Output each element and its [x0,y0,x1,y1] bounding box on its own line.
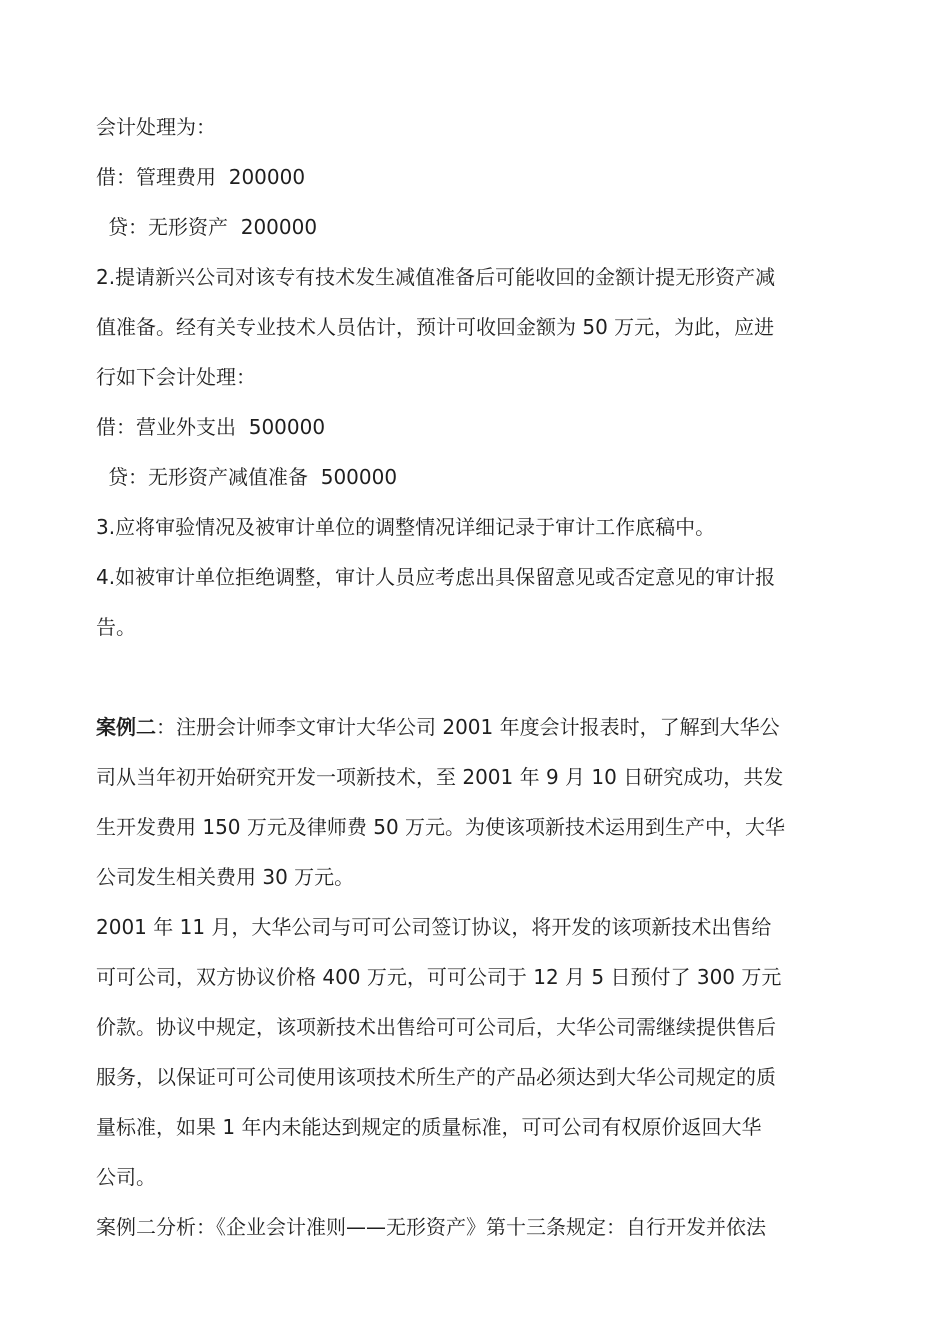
text-line: 2.提请新兴公司对该专有技术发生减值准备后可能收回的金额计提无形资产减 [96,265,776,289]
text-line: 可可公司，双方协议价格 400 万元，可可公司于 12 月 5 日预付了 300 万元 [96,965,782,989]
text-line: 价款。协议中规定，该项新技术出售给可可公司后，大华公司需继续提供售后 [96,1015,776,1039]
journal-debit-line: 借：管理费用 200000 [96,165,306,189]
text-line: 量标准，如果 1 年内未能达到规定的质量标准，可可公司有权原价返回大华 [96,1115,762,1139]
text-line: 生开发费用 150 万元及律师费 50 万元。为使该项新技术运用到生产中，大华 [96,815,786,839]
text-line: 案例二分析：《企业会计准则——无形资产》第十三条规定：自行开发并依法 [96,1215,766,1239]
text-line: 3.应将审验情况及被审计单位的调整情况详细记录于审计工作底稿中。 [96,515,716,539]
text-line: 会计处理为： [96,115,216,139]
document-page [96,102,856,1252]
paragraph-gap [96,652,856,702]
text-line: 公司。 [96,1165,156,1189]
text-line: 行如下会计处理： [96,365,256,389]
journal-credit-line: 贷：无形资产减值准备 500000 [108,465,398,489]
case2-first-line-text: ：注册会计师李文审计大华公司 2001 年度会计报表时，了解到大华公 [156,715,780,739]
text-line: 告。 [96,615,136,639]
journal-debit-line: 借：营业外支出 500000 [96,415,326,439]
text-line: 司从当年初开始研究开发一项新技术，至 2001 年 9 月 10 日研究成功，共发 [96,765,784,789]
journal-credit-line: 贷：无形资产 200000 [108,215,318,239]
case2-heading: 案例二 [96,715,156,739]
text-line: 2001 年 11 月，大华公司与可可公司签订协议，将开发的该项新技术出售给 [96,915,772,939]
text-line: 公司发生相关费用 30 万元。 [96,865,355,889]
text-line: 服务，以保证可可公司使用该项技术所生产的产品必须达到大华公司规定的质 [96,1065,776,1089]
text-line: 值准备。经有关专业技术人员估计，预计可收回金额为 50 万元，为此，应进 [96,315,775,339]
text-line: 4.如被审计单位拒绝调整，审计人员应考虑出具保留意见或否定意见的审计报 [96,565,776,589]
case2-first-line [96,702,856,752]
